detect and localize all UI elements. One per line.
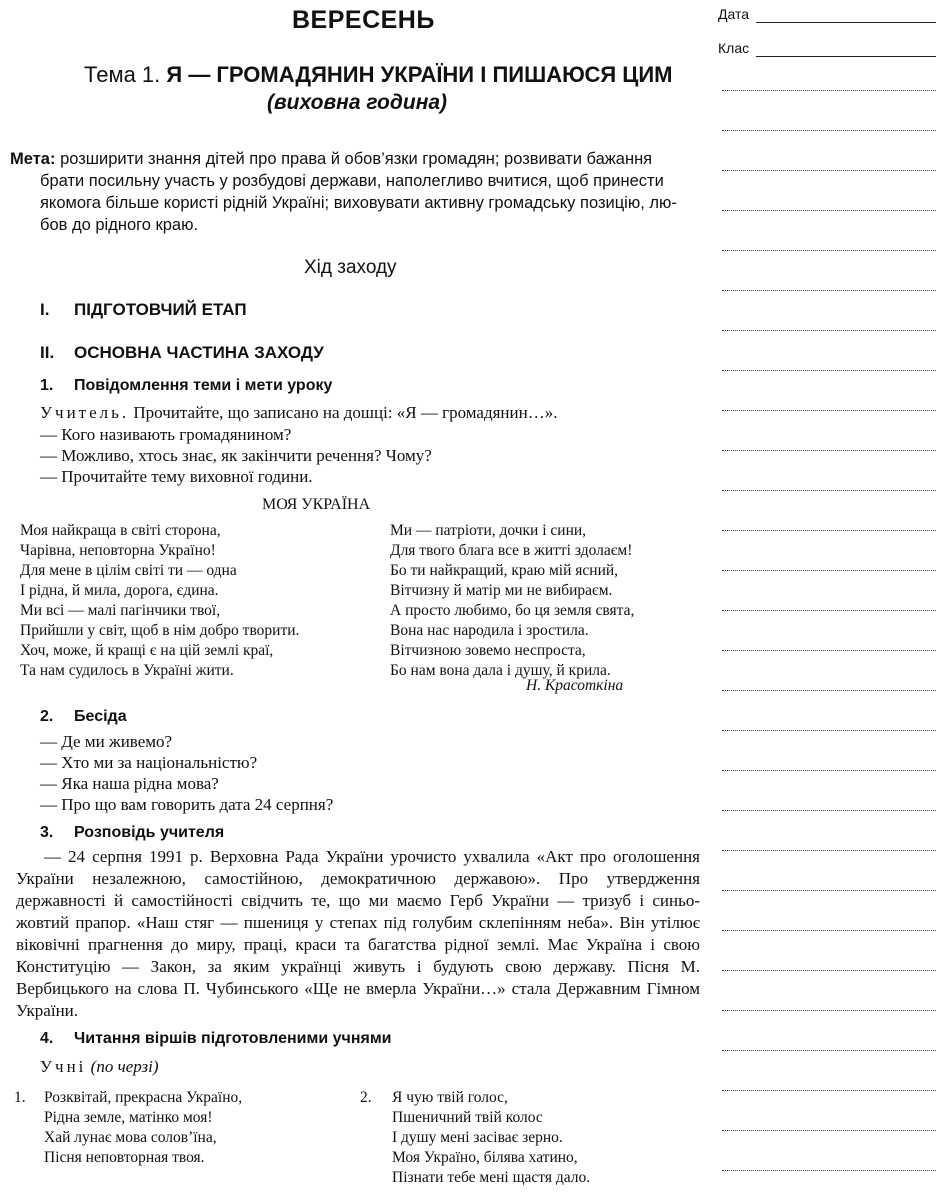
date-field[interactable] [756,22,936,23]
students-line [40,1056,159,1077]
student-poem-2 [392,1088,590,1188]
item-title: Читання віршів підготовленими учнями [74,1030,392,1047]
section-title: ПІДГОТОВЧИЙ ЕТАП [74,300,247,319]
note-line[interactable] [722,250,936,251]
note-line[interactable] [722,770,936,771]
dialogue-line: — Прочитайте тему виховної години. [40,467,313,486]
goal-line: бов до рідного краю. [40,216,199,234]
note-line[interactable] [722,1170,936,1171]
goal-label: Мета: [10,150,56,168]
note-line[interactable] [722,90,936,91]
goal-block [10,148,702,236]
note-line[interactable] [722,650,936,651]
poem-number: 2. [360,1089,372,1106]
dialogue-text: Прочитайте, що записано на дошці: «Я — громадянин…». [133,403,558,422]
poem-line: Бо нам вона дала і душу, й крила. [390,662,611,679]
goal-line: розширити знання дітей про права й обов’язки громадян; розвивати бажання [60,150,653,168]
note-line[interactable] [722,1010,936,1011]
note-line[interactable] [722,490,936,491]
poem-left-column [20,521,299,681]
item-title: Розповідь учителя [74,824,225,841]
note-line[interactable] [722,970,936,971]
item-number: 1. [40,377,54,394]
poem-line: Хоч, може, й кращі є на цій землі краї, [20,642,274,659]
poem-line: Ми всі — малі пагінчики твої, [20,602,221,619]
poem-line: Вітчизною зовемо неспроста, [390,642,586,659]
month-title: ВЕРЕСЕНЬ [292,6,435,34]
note-line[interactable] [722,810,936,811]
poem-right-column [390,521,634,681]
note-line[interactable] [722,530,936,531]
poem-line: Хай лунає мова солов’їна, [44,1129,217,1146]
note-line[interactable] [722,1050,936,1051]
note-line[interactable] [722,930,936,931]
poem-line: Вона нас народила і зростила. [390,622,589,639]
speaker-label: Учитель. [40,403,130,422]
note-line[interactable] [722,130,936,131]
poem-line: Пісня неповторная твоя. [44,1149,205,1166]
poem-line: Розквітай, прекрасна Україно, [44,1089,243,1106]
goal-line: брати посильну участь у розбудові держави, наполегливо вчитися, щоб принести [40,172,664,190]
note-line[interactable] [722,850,936,851]
poem-line: Моя Україно, білява хатино, [392,1149,578,1166]
dialogue-line [40,402,557,423]
poem-line: І душу мені засіває зерно. [392,1129,563,1146]
note-line[interactable] [722,330,936,331]
note-line[interactable] [722,410,936,411]
item-number: 3. [40,824,54,841]
poem-line: Прийшли у світ, щоб в нім добро творити. [20,622,300,639]
class-label: Клас [718,40,750,56]
poem-line: Ми — патріоти, дочки і сини, [390,522,587,539]
poem-line: Бо ти найкращий, краю мій ясний, [390,562,619,579]
poem-line: Для твого блага все в житті здолаєм! [390,542,633,559]
note-line[interactable] [722,210,936,211]
section-title: ОСНОВНА ЧАСТИНА ЗАХОДУ [74,343,324,362]
date-label: Дата [718,6,750,22]
poem-line: Пізнати тебе мені щастя дало. [392,1169,591,1186]
question-line: — Про що вам говорить дата 24 серпня? [40,795,334,814]
note-line[interactable] [722,730,936,731]
note-line[interactable] [722,570,936,571]
topic-heading [84,62,673,88]
poem-line: Для мене в цілім світі ти — одна [20,562,237,579]
question-line: — Де ми живемо? [40,732,173,751]
poem-line: Рідна земле, матінко моя! [44,1109,213,1126]
poem-title: МОЯ УКРАЇНА [262,496,371,513]
poem-line: А просто любимо, бо ця земля свята, [390,602,635,619]
section-number: II. [40,343,55,362]
note-line[interactable] [722,1090,936,1091]
note-line[interactable] [722,290,936,291]
goal-line: якомога більше користі рідній Україні; виховувати активну громадську позицію, лю- [40,194,677,212]
note-line[interactable] [722,610,936,611]
topic-prefix: Тема 1. [84,62,161,87]
item-title: Бесіда [74,708,127,725]
item-number: 4. [40,1030,54,1047]
question-line: — Хто ми за національністю? [40,753,258,772]
poem-line: Та нам судилось в Україні жити. [20,662,234,679]
speaker-note: (по черзі) [90,1057,159,1076]
dialogue-line: — Кого називають громадянином? [40,425,292,444]
note-line[interactable] [722,890,936,891]
progress-title: Хід заходу [304,257,397,278]
item-number: 2. [40,708,54,725]
poem-line: І рідна, й мила, дорога, єдина. [20,582,219,599]
poem-author: Н. Красоткіна [526,677,624,694]
note-line[interactable] [722,170,936,171]
poem-number: 1. [14,1089,26,1106]
poem-line: Пшеничний твій колос [392,1109,543,1126]
topic-title: Я — ГРОМАДЯНИН УКРАЇНИ І ПИШАЮСЯ ЦИМ [166,62,673,87]
note-line[interactable] [722,1130,936,1131]
poem-line: Чарівна, неповторна Україно! [20,542,216,559]
section-number: I. [40,300,50,319]
topic-subtitle: (виховна година) [267,91,448,114]
question-line: — Яка наша рідна мова? [40,774,219,793]
poem-line: Моя найкраща в світі сторона, [20,522,221,539]
dialogue-line: — Можливо, хтось знає, як закінчити речення? Чому? [40,446,432,465]
student-poem-1 [44,1088,242,1168]
poem-line: Вітчизну й матір ми не вибираєм. [390,582,613,599]
speaker-label: Учні [40,1057,87,1076]
teacher-story-paragraph: — 24 серпня 1991 р. Верховна Рада України урочисто ухвалила «Акт про оголошення України незалежною, самостійною, демократичною державою». Про утвердження державності й самостійності свідчить те, що ми маємо Герб України — тризуб і синьо-жовтий прапор. «Наш стяг — пшениця у степах під голубим склепінням неба». Він утілює віковічні прагнення до миру, праці, краси та багатства рідної землі. Має Україна і свою Конституцію — Закон, за яким українці живуть і будують свою державу. Пісня М. Вербицького на слова П. Чубинського «Ще не вмерла України…» стала Державним Гімном України. [16,847,700,1020]
item-title: Повідомлення теми і мети уроку [74,377,333,394]
note-line[interactable] [722,370,936,371]
note-line[interactable] [722,690,936,691]
poem-line: Я чую твій голос, [392,1089,508,1106]
class-field[interactable] [756,56,936,57]
note-line[interactable] [722,450,936,451]
